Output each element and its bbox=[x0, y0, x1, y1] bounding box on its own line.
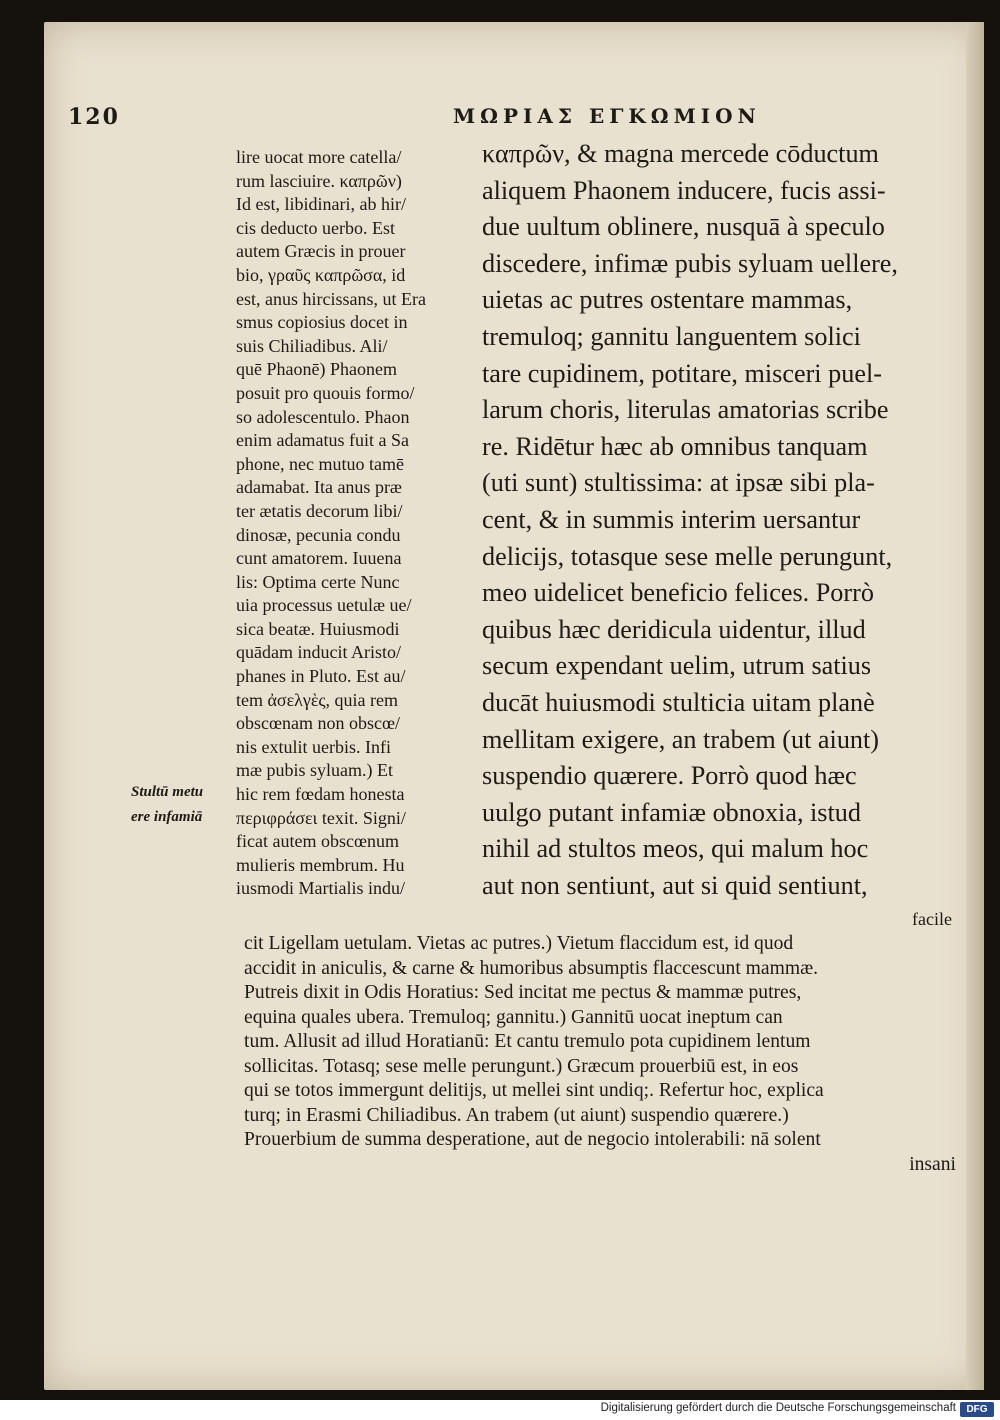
gloss-line: quādam inducit Aristo/ bbox=[236, 642, 401, 663]
gloss-line: adamabat. Ita anus præ bbox=[236, 477, 402, 498]
main-text-line: καπρῶν, & magna mercede cōductum bbox=[482, 139, 879, 168]
gloss-line: phanes in Pluto. Est au/ bbox=[236, 666, 406, 687]
gloss-line: iusmodi Martialis indu/ bbox=[236, 878, 405, 899]
gloss-column bbox=[236, 146, 478, 901]
gloss-line: dinosæ, pecunia condu bbox=[236, 524, 401, 545]
gloss-line: smus copiosius docet in bbox=[236, 312, 408, 333]
gloss-line: περιφράσει texit. Signi/ bbox=[236, 807, 406, 828]
commentary-line: Prouerbium de summa desperatione, aut de negocio intolerabili: nā solent bbox=[244, 1129, 821, 1150]
gloss-line: cis deducto uerbo. Est bbox=[236, 217, 395, 238]
main-text-line: nihil ad stultos meos, qui malum hoc bbox=[482, 834, 869, 864]
commentary-line: sollicitas. Totasq; sese melle perungunt.) Græcum prouerbiū est, in eos bbox=[244, 1055, 799, 1077]
main-text-line: (uti sunt) stultissima: at ipsæ sibi pla- bbox=[482, 468, 875, 498]
commentary-line: turq; in Erasmi Chiliadibus. An trabem (ut aiunt) suspendio quærere.) bbox=[244, 1104, 789, 1126]
commentary-line: equina quales ubera. Tremuloq; gannitu.) Gannitū uocat ineptum can bbox=[244, 1006, 783, 1028]
main-text-line: delicijs, totasque sese melle perungunt, bbox=[482, 541, 893, 571]
marginal-note-line: Stultū metu bbox=[131, 784, 204, 800]
footer-bar bbox=[0, 1400, 1000, 1420]
gloss-line: ter ætatis decorum libi/ bbox=[236, 500, 403, 521]
commentary-line: tum. Allusit ad illud Horatianū: Et cantu tremulo pota cupidinem lentum bbox=[244, 1031, 811, 1052]
main-text-column bbox=[482, 136, 952, 934]
commentary-block bbox=[244, 932, 956, 1177]
gloss-line: lire uocat more catella/ bbox=[236, 147, 402, 167]
gloss-line: tem ἀσελγὲς, quia rem bbox=[236, 689, 399, 710]
dfg-logo: DFG bbox=[960, 1402, 994, 1417]
gloss-line: uia processus uetulæ ue/ bbox=[236, 595, 412, 616]
gloss-line: so adolescentulo. Phaon bbox=[236, 406, 410, 427]
funding-notice: Digitalisierung gefördert durch die Deutsche Forschungsgemeinschaft bbox=[600, 1402, 956, 1414]
main-text-line: cent, & in summis interim uersantur bbox=[482, 504, 861, 534]
main-text-line: tare cupidinem, potitare, misceri puel- bbox=[482, 358, 882, 388]
gloss-line: cunt amatorem. Iuuena bbox=[236, 548, 402, 569]
catchword: insani bbox=[909, 1153, 956, 1175]
gloss-line: est, anus hircissans, ut Era bbox=[236, 288, 426, 309]
main-text-line: larum choris, literulas amatorias scribe bbox=[482, 395, 889, 425]
main-text-line: quibus hæc deridicula uidentur, illud bbox=[482, 614, 866, 644]
marginal-note-line: ere infamiā bbox=[131, 809, 203, 825]
main-text-line: mellitam exigere, an trabem (ut aiunt) bbox=[482, 724, 880, 754]
main-text-line: secum expendant uelim, utrum satius bbox=[482, 651, 872, 681]
main-text-line: tremuloq; gannitu languentem solici bbox=[482, 321, 861, 351]
gloss-line: rum lasciuire. καπρῶν) bbox=[236, 170, 402, 191]
main-text-line: uulgo putant infamiæ obnoxia, istud bbox=[482, 797, 861, 827]
main-text-line: meo uidelicet beneficio felices. Porrò bbox=[482, 578, 874, 608]
main-text-line: ducāt huiusmodi stulticia uitam planè bbox=[482, 687, 875, 717]
gloss-line: mulieris membrum. Hu bbox=[236, 854, 405, 875]
gloss-line: phone, nec mutuo tamē bbox=[236, 453, 404, 474]
catchword: facile bbox=[912, 909, 952, 930]
gloss-line: posuit pro quouis formo/ bbox=[236, 382, 415, 403]
main-text-line: uietas ac putres ostentare mammas, bbox=[482, 285, 853, 315]
gloss-line: obscœnam non obscœ/ bbox=[236, 713, 400, 734]
commentary-line: accidit in aniculis, & carne & humoribus absumptis flaccescunt mammæ. bbox=[244, 957, 819, 979]
page-edge bbox=[966, 22, 984, 1390]
main-text-line: suspendio quærere. Porrò quod hæc bbox=[482, 761, 857, 791]
gloss-line: bio, γραῦς καπρῶσα, id bbox=[236, 264, 406, 285]
gloss-line: autem Græcis in prouer bbox=[236, 241, 406, 262]
gloss-line: sica beatæ. Huiusmodi bbox=[236, 618, 400, 639]
gloss-line: Id est, libidinari, ab hir/ bbox=[236, 194, 406, 215]
gloss-line: mæ pubis syluam.) Et bbox=[236, 760, 393, 781]
main-text-line: re. Ridētur hæc ab omnibus tanquam bbox=[482, 431, 868, 461]
main-text-line: aliquem Phaonem inducere, fucis assi- bbox=[482, 175, 886, 205]
gloss-line: suis Chiliadibus. Ali/ bbox=[236, 335, 388, 356]
main-text-line: discedere, infimæ pubis syluam uellere, bbox=[482, 248, 898, 278]
running-head bbox=[68, 104, 938, 134]
running-title: ΜΩΡΙΑΣ ΕΓΚΩΜΙΟΝ bbox=[453, 104, 761, 128]
gloss-line: enim adamatus fuit a Sa bbox=[236, 430, 409, 451]
gloss-line: lis: Optima certe Nunc bbox=[236, 571, 400, 592]
gloss-line: hic rem fœdam honesta bbox=[236, 784, 405, 805]
gloss-line: ficat autem obscœnum bbox=[236, 831, 399, 852]
commentary-line: Putreis dixit in Odis Horatius: Sed incitat me pectus & mammæ putres, bbox=[244, 982, 802, 1003]
gloss-line: quē Phaonē) Phaonem bbox=[236, 359, 397, 380]
main-text-line: due uultum oblinere, nusquā à speculo bbox=[482, 212, 885, 242]
marginal-note bbox=[131, 780, 237, 830]
gloss-line: nis extulit uerbis. Infi bbox=[236, 736, 391, 757]
commentary-line: cit Ligellam uetulam. Vietas ac putres.) Vietum flaccidum est, id quod bbox=[244, 933, 794, 954]
main-text-line: aut non sentiunt, aut si quid sentiunt, bbox=[482, 870, 868, 900]
page-number: 120 bbox=[68, 104, 120, 130]
commentary-line: qui se totos immergunt delitijs, ut mellei sint undiq;. Refertur hoc, explica bbox=[244, 1080, 824, 1101]
